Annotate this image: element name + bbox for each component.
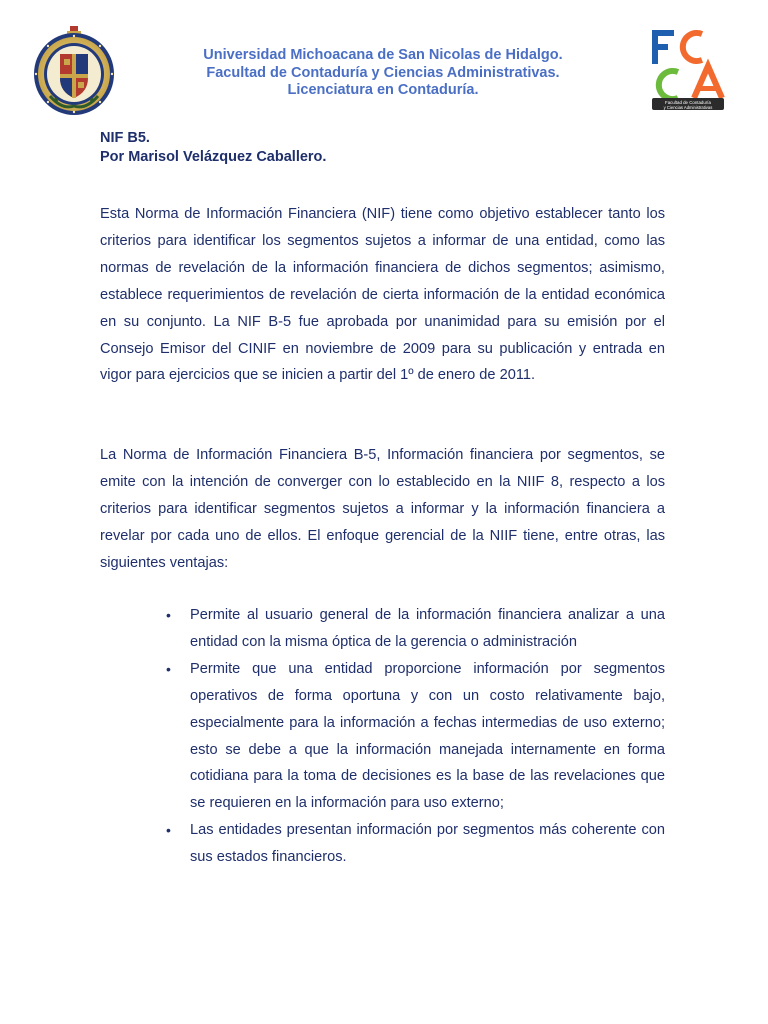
bullet-icon: • — [166, 607, 171, 623]
university-name: Universidad Michoacana de San Nicolas de Hidalgo. — [203, 47, 563, 63]
fcca-logo — [650, 28, 726, 112]
university-seal-logo — [32, 26, 116, 118]
list-item — [100, 817, 665, 871]
list-item-text: Las entidades presentan información por segmentos más coherente con sus estados financieros. — [190, 822, 665, 866]
bullet-icon: • — [166, 660, 171, 677]
list-item — [100, 602, 665, 656]
bullet-icon: • — [166, 822, 171, 839]
list-item-text: Permite al usuario general de la información financiera analizar a una entidad con la misma óptica de la gerencia o administración — [190, 607, 665, 650]
document-author: Por Marisol Velázquez Caballero. — [100, 149, 327, 165]
document-title-block — [100, 129, 670, 167]
faculty-name: Facultad de Contaduría y Ciencias Administrativas. — [206, 64, 560, 81]
fcca-caption-line2: y Ciencias Administrativas — [663, 105, 713, 110]
fcca-caption-line1: Facultad de Contaduría — [665, 100, 711, 105]
paragraph-1: Esta Norma de Información Financiera (NIF) tiene como objetivo establecer tanto los criterios para identificar los segmentos sujetos a informar de una entidad, como las normas de revelación de la información financiera de dichos segmentos; asimismo, establece requerimientos de revelación de cierta información de la entidad económica en su conjunto. La NIF B-5 fue aprobada por unanimidad para su emisión por el Consejo Emisor del CINIF en noviembre de 2009 para su publicación y entrada en vigor para ejercicios que se inicien a partir del 1º de enero de 2011. — [100, 206, 665, 384]
advantages-list — [100, 602, 665, 871]
header-text-block — [150, 47, 616, 100]
program-name: Licenciatura en Contaduría. — [287, 82, 479, 98]
list-item — [100, 656, 665, 817]
document-header — [0, 0, 768, 120]
list-item-text: Permite que una entidad proporcione información por segmentos operativos de forma oportuna y con un costo relativamente bajo, especialmente para la información a fechas intermedias de uso externo; esto se debe a que la información manejada internamente en forma cotidiana para la toma de decisiones es la base de las revelaciones que se requieren en la información para uso externo; — [190, 660, 665, 812]
document-title: NIF B5. — [100, 130, 150, 146]
paragraph-2: La Norma de Información Financiera B-5, Información financiera por segmentos, se emite con la intención de converger con lo establecido en la NIIF 8, respecto a los criterios para identificar segmentos sujetos a informar y la información financiera a revelar por cada uno de ellos. El enfoque gerencial de la NIIF tiene, entre otras, las siguientes ventajas: — [100, 447, 665, 571]
